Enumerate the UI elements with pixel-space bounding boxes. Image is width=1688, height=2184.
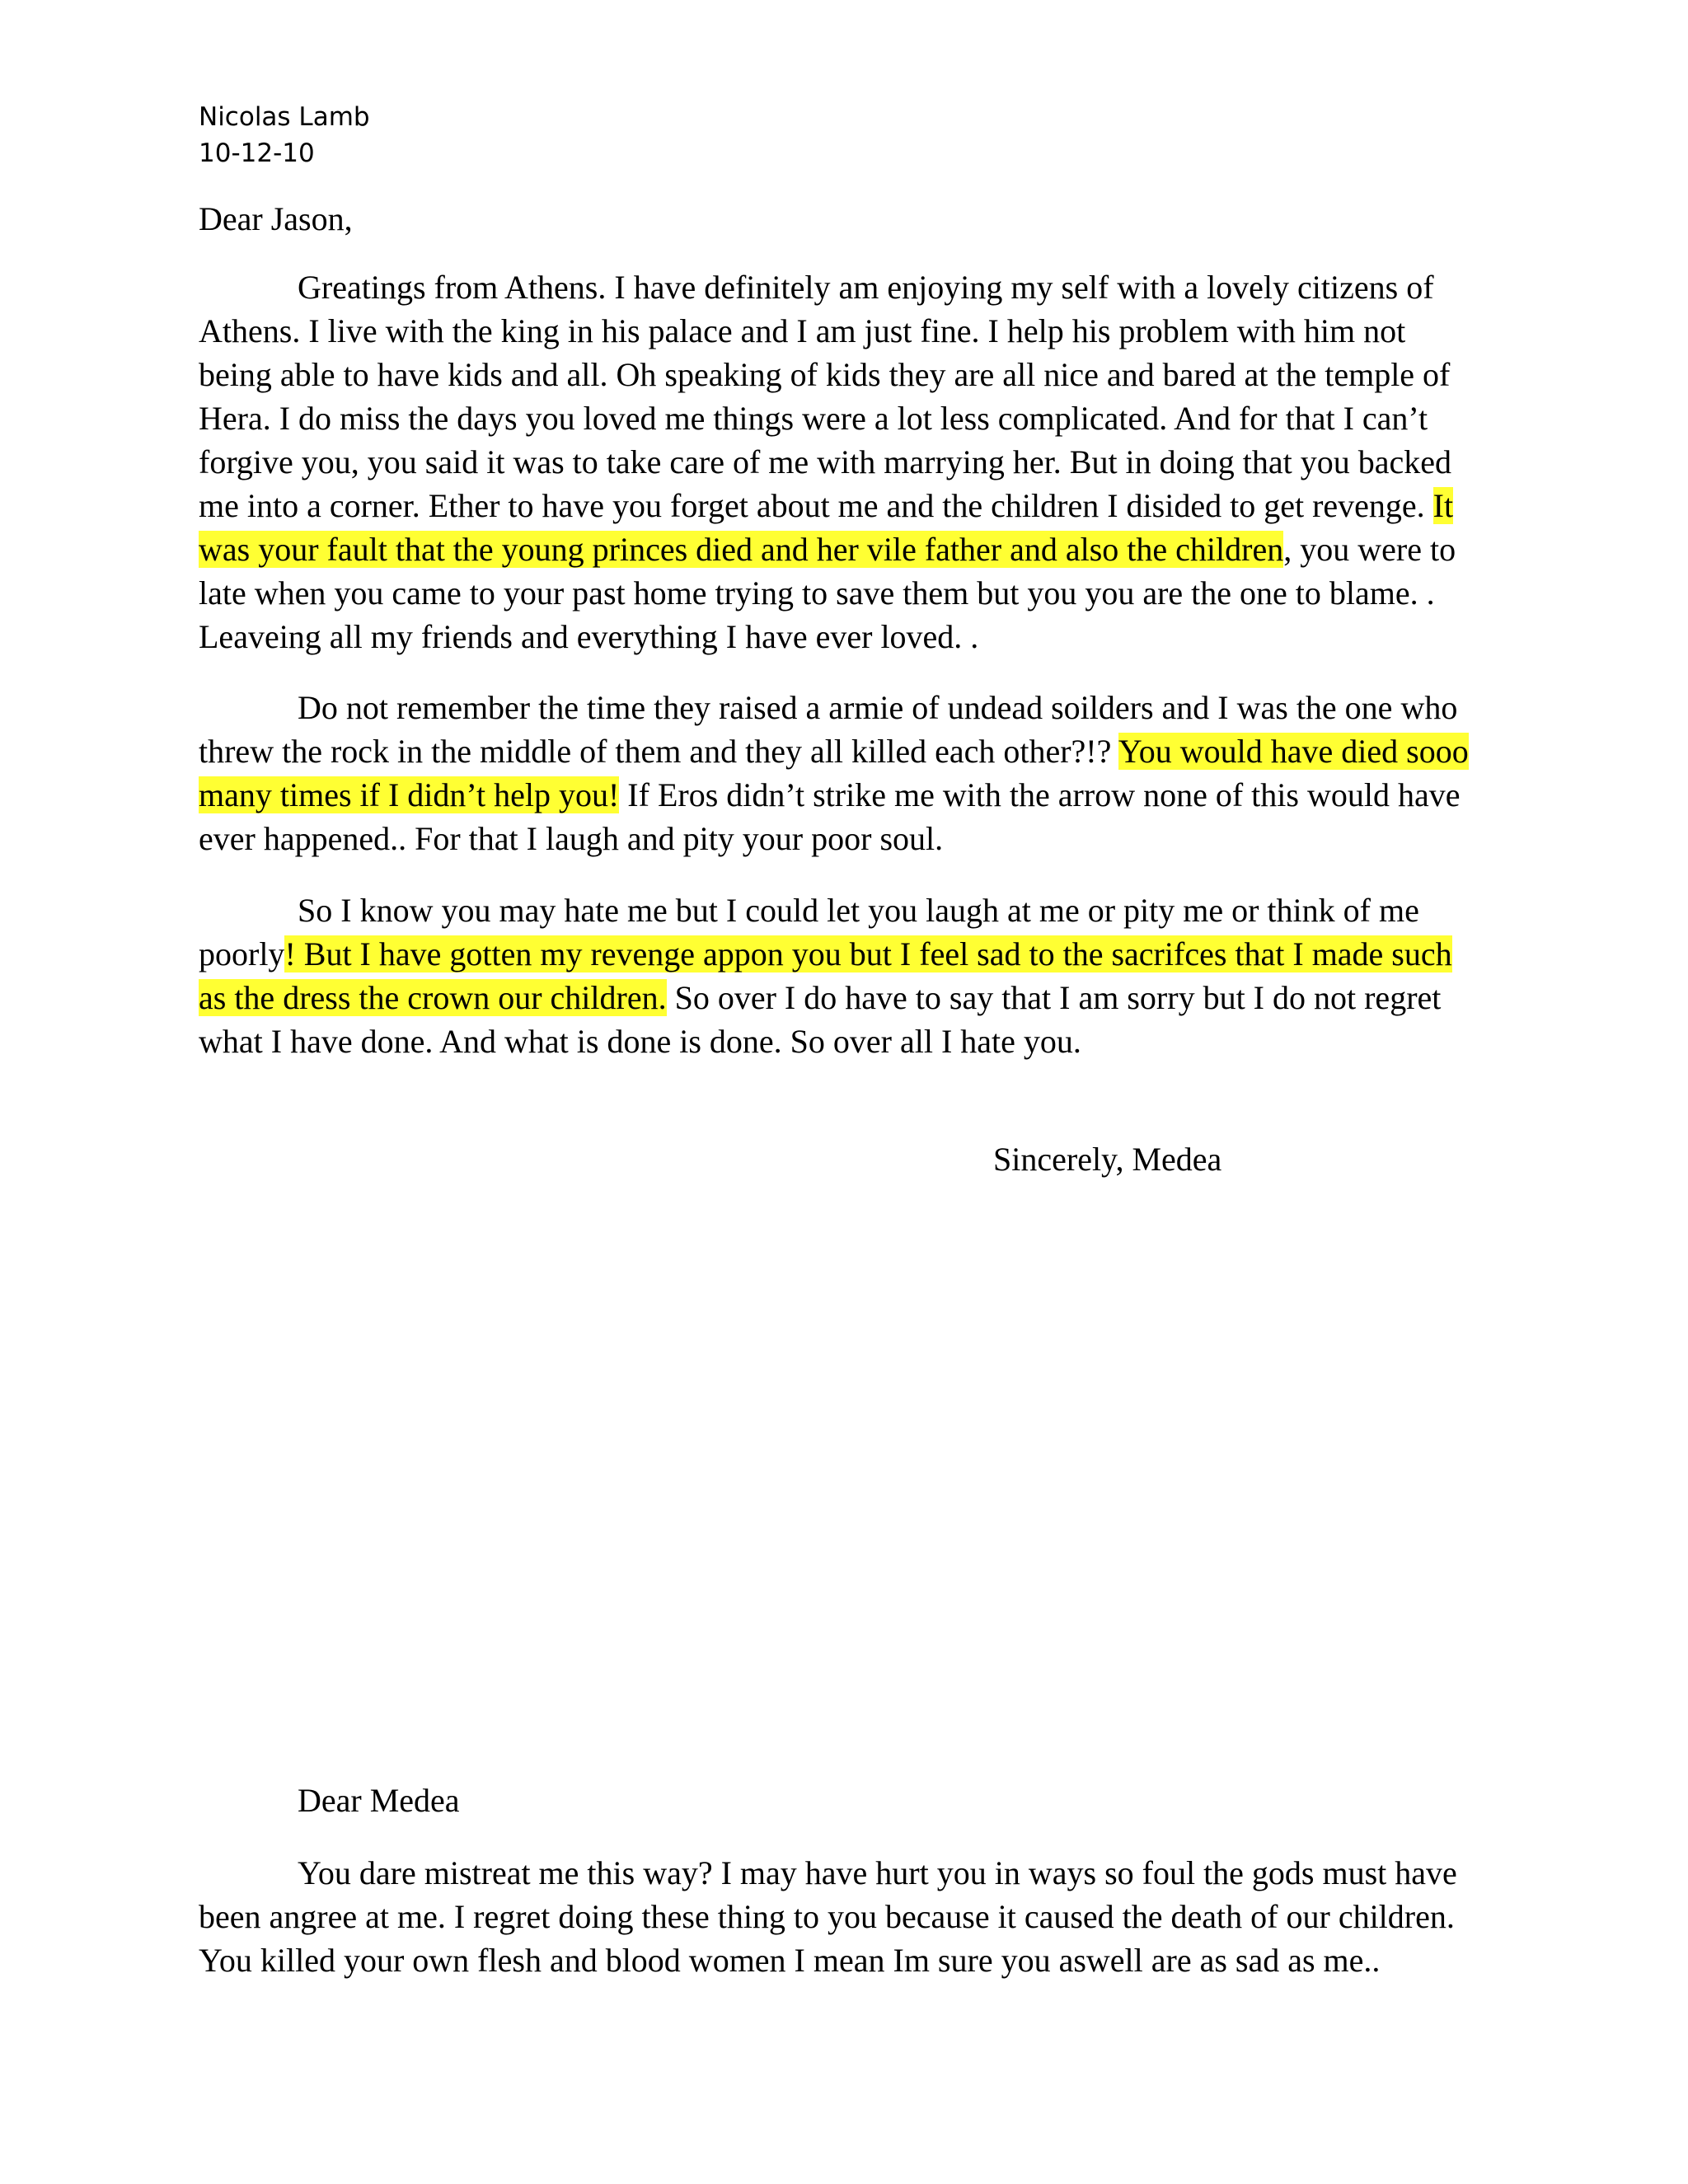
author-name: Nicolas Lamb: [199, 102, 370, 132]
document-date: 10-12-10: [199, 138, 315, 168]
letter1-paragraph-3: [199, 888, 1483, 1063]
highlighted-text: ! But I have gotten my revenge appon you but I feel sad to the sacrifces that I made such as the dress the crown our children.: [199, 935, 1452, 1016]
letter2-paragraph-1: You dare mistreat me this way? I may have hurt you in ways so foul the gods must have been angree at me. I regret doing these thing to you because it caused the death of our children. You killed your own flesh and blood women I mean Im sure you aswell are as sad as me..: [199, 1854, 1457, 1979]
paragraph-text: , you were to late when you came to your past home trying to save them but you you are the one to blame. . Leaveing all my friends and everything I have ever loved. .: [199, 531, 1456, 655]
paragraph-text: So over I do have to say that I am sorry but I do not regret what I have done. And what is done is done. So over all I hate you.: [199, 979, 1442, 1060]
paragraph-text: Greatings from Athens. I have definitely am enjoying my self with a lovely citizens of Athens. I live with the king in his palace and I am just fine. I help his problem with him not being able to have kids and all. Oh speaking of kids they are all nice and bared at the temple of Hera. I do miss the days you loved me things were a lot less complicated. And for that I can’t forgive you, you said it was to take care of me with marrying her. But in doing that you backed me into a corner. Ether to have you forget about me and the children I disided to get revenge.: [199, 269, 1452, 524]
paragraph-text: So I know you may hate me but I could let you laugh at me or pity me or think of me poorly: [199, 892, 1419, 972]
letter2-salutation: Dear Medea: [298, 1782, 460, 1819]
highlighted-text: It was your fault that the young princes died and her vile father and also the children: [199, 487, 1454, 568]
highlighted-text: You would have died sooo many times if I didn’t help you!: [199, 733, 1469, 813]
letter1-salutation: Dear Jason,: [199, 200, 353, 237]
paragraph-text: Do not remember the time they raised a armie of undead soilders and I was the one who threw the rock in the middle of them and they all killed each other?!?: [199, 689, 1458, 770]
letter1-paragraph-1: [199, 265, 1483, 658]
letter1-closing-signature: Sincerely, Medea: [993, 1141, 1222, 1178]
letter1-paragraph-2: [199, 686, 1483, 860]
paragraph-text: If Eros didn’t strike me with the arrow none of this would have ever happened.. For that I laugh and pity your poor soul.: [199, 776, 1461, 857]
